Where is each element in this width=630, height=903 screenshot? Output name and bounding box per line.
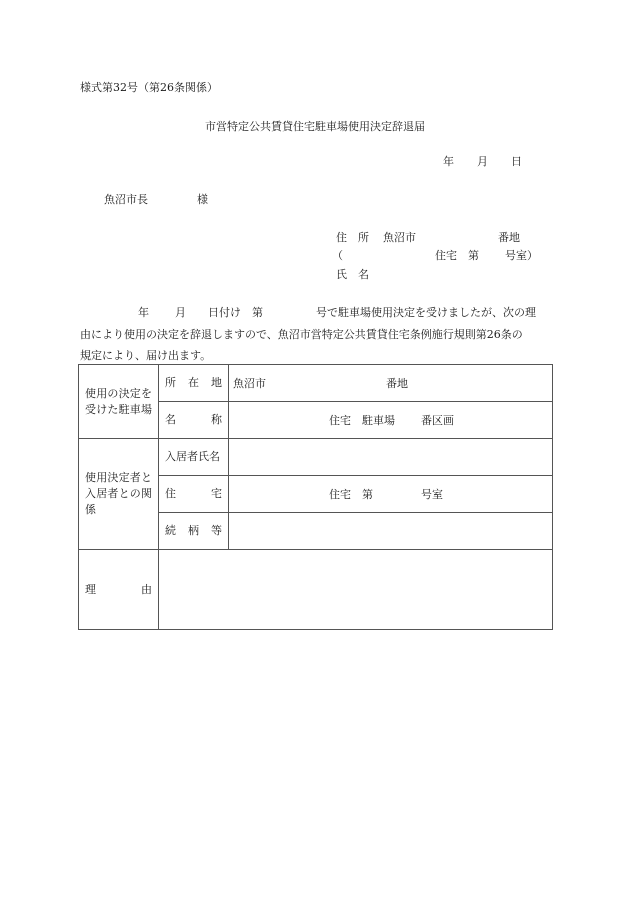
table-row	[79, 439, 553, 476]
body-text-1: 号で駐車場使用決定を受けましたが、次の理	[316, 306, 536, 319]
date-year-label: 年	[443, 155, 454, 168]
relationship-label: 続 柄 等	[159, 513, 229, 550]
section2-label: 使用決定者と入居者との関係	[79, 439, 159, 550]
relationship-value[interactable]	[229, 513, 553, 550]
table-row	[79, 365, 553, 402]
reason-value[interactable]	[159, 550, 553, 630]
reason-label: 理 由	[79, 550, 159, 630]
applicant-paren-open: （	[332, 249, 343, 262]
addressee-name: 魚沼市長	[104, 193, 148, 206]
resident-name-label: 入居者氏名	[159, 439, 229, 476]
form-table	[78, 364, 553, 630]
residence-value-1: 住宅 第	[329, 488, 373, 501]
body-line-3: 規定により、届け出ます。	[80, 349, 212, 362]
body-paragraph	[80, 302, 555, 367]
date-day-label: 日	[511, 155, 522, 168]
applicant-housing-label: 住宅 第	[435, 249, 479, 262]
name-value-2: 番区画	[421, 414, 454, 427]
applicant-address-city: 魚沼市	[383, 231, 416, 244]
table-row	[79, 550, 553, 630]
section1-label: 使用の決定を受けた駐車場	[79, 365, 159, 439]
page-title: 市営特定公共賃貸住宅駐車場使用決定辞退届	[205, 120, 425, 133]
residence-value[interactable]	[229, 476, 553, 513]
body-month: 月	[175, 306, 186, 319]
date-month-label: 月	[477, 155, 488, 168]
location-suffix: 番地	[386, 377, 408, 390]
residence-label: 住 宅	[159, 476, 229, 513]
name-label: 名 称	[159, 402, 229, 439]
applicant-address-label: 住 所	[336, 231, 369, 244]
body-line-1	[80, 302, 555, 324]
form-number: 様式第32号（第26条関係）	[80, 81, 218, 94]
resident-name-value[interactable]	[229, 439, 553, 476]
applicant-address-suffix: 番地	[498, 231, 520, 244]
applicant-room-suffix: 号室）	[505, 249, 538, 262]
body-day-dated: 日付け 第	[208, 306, 263, 319]
applicant-name-label: 氏 名	[336, 268, 369, 281]
residence-value-2: 号室	[421, 488, 443, 501]
body-year: 年	[138, 306, 149, 319]
name-value[interactable]	[229, 402, 553, 439]
location-value[interactable]	[229, 365, 553, 402]
location-city: 魚沼市	[233, 377, 266, 390]
name-value-1: 住宅 駐車場	[329, 414, 395, 427]
addressee-honorific: 様	[197, 193, 208, 206]
location-label: 所 在 地	[159, 365, 229, 402]
body-line-2: 由により使用の決定を辞退しますので、魚沼市営特定公共賃貸住宅条例施行規則第26条の	[80, 327, 523, 341]
